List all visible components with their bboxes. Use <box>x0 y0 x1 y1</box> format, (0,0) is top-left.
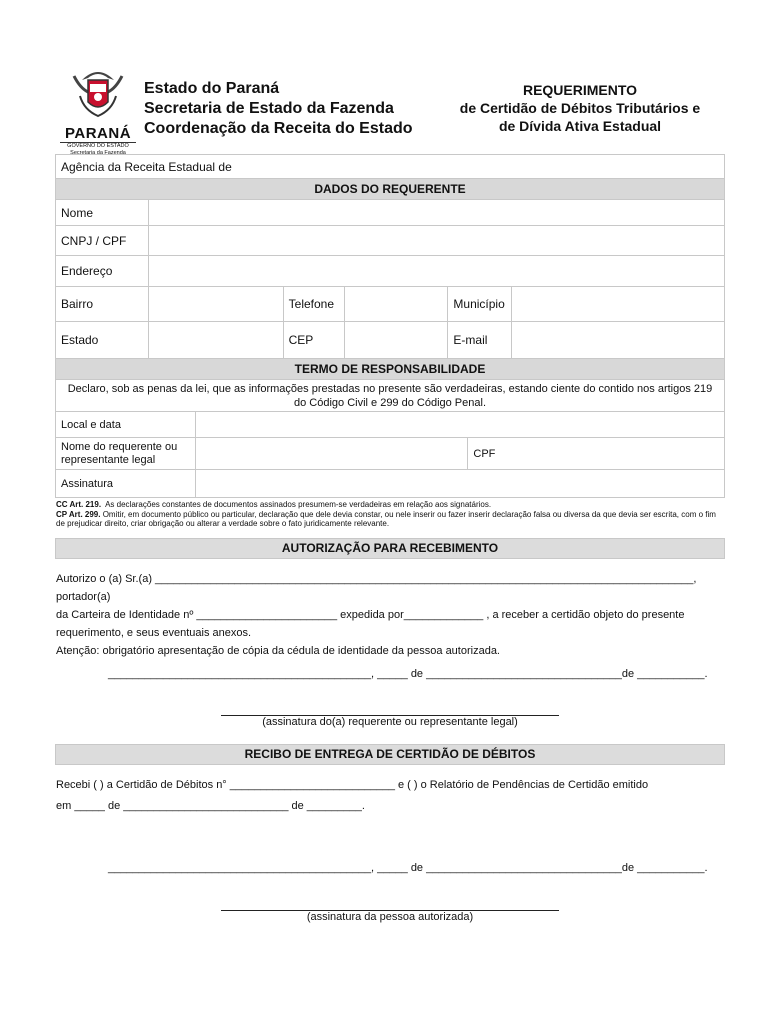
receipt-text <box>56 775 724 817</box>
responsibility-form <box>55 358 725 498</box>
email-label: E-mail <box>448 322 512 359</box>
nome-requerente-label: Nome do requerente ou representante legal <box>56 438 196 470</box>
endereco-label: Endereço <box>56 256 149 287</box>
auth-signature-caption: (assinatura do(a) requerente ou representante legal) <box>262 716 518 728</box>
legal-notes <box>56 500 724 529</box>
document-title <box>430 81 730 135</box>
declaration-text: Declaro, sob as penas da lei, que as informações prestadas no presente são verdadeiras, estando ciente do contido nos artigos 219 do Código Civil e 299 do Código Penal. <box>56 380 725 412</box>
header-line-2: Secretaria de Estado da Fazenda <box>144 100 394 117</box>
cep-label: CEP <box>283 322 344 359</box>
cpf-label: CPF <box>473 447 496 460</box>
section-receipt: RECIBO DE ENTREGA DE CERTIDÃO DE DÉBITOS <box>55 744 725 765</box>
email-field[interactable] <box>512 322 725 359</box>
municipio-label: Município <box>448 287 512 322</box>
section-requester: DADOS DO REQUERENTE <box>56 179 725 200</box>
header-line-3: Coordenação da Receita do Estado <box>144 120 413 137</box>
parana-logo <box>60 66 136 156</box>
title: REQUERIMENTO <box>522 82 638 98</box>
bairro-label: Bairro <box>56 287 149 322</box>
auth-line-3: requerimento, e seus eventuais anexos. <box>56 627 252 639</box>
local-data-label: Local e data <box>56 412 196 438</box>
estado-label: Estado <box>56 322 149 359</box>
receipt-line-2[interactable]: em _____ de ___________________________ de _________. <box>56 800 365 812</box>
receipt-signature[interactable] <box>221 910 559 923</box>
logo-sub2: Secretaria da Fazenda <box>70 150 126 156</box>
auth-date-line[interactable]: ___________________________________________, _____ de ________________________________de ___________. <box>108 668 708 680</box>
nome-label: Nome <box>56 200 149 226</box>
cpf-field[interactable] <box>468 438 725 470</box>
logo-name: PARANÁ <box>64 125 132 142</box>
coat-of-arms-icon <box>60 66 136 122</box>
logo-sub1: GOVERNO DO ESTADO <box>60 142 136 150</box>
municipio-field[interactable] <box>512 287 725 322</box>
local-data-field[interactable] <box>195 412 724 438</box>
auth-line-1[interactable]: Autorizo o (a) Sr.(a) ________________________________________________________________________________________, portador(a) <box>56 573 697 603</box>
header-line-1: Estado do Paraná <box>144 80 280 97</box>
cnpj-label: CNPJ / CPF <box>56 226 149 256</box>
cep-field[interactable] <box>344 322 448 359</box>
bairro-field[interactable] <box>148 287 283 322</box>
section-responsibility: TERMO DE RESPONSABILIDADE <box>56 359 725 380</box>
estado-field[interactable] <box>148 322 283 359</box>
receipt-line-1[interactable]: Recebi ( ) a Certidão de Débitos n° ___________________________ e ( ) o Relatório de Pendências de Certidão emitido <box>56 779 649 791</box>
telefone-field[interactable] <box>344 287 448 322</box>
agency-label[interactable]: Agência da Receita Estadual de <box>56 155 725 179</box>
auth-line-4: Atenção: obrigatório apresentação de cópia da cédula de identidade da pessoa autorizada. <box>56 645 500 657</box>
telefone-label: Telefone <box>283 287 344 322</box>
auth-signature[interactable] <box>221 715 559 728</box>
receipt-signature-caption: (assinatura da pessoa autorizada) <box>306 911 474 923</box>
nome-field[interactable] <box>148 200 724 226</box>
cnpj-field[interactable] <box>148 226 724 256</box>
nome-requerente-field[interactable] <box>195 438 468 470</box>
receipt-date-line[interactable]: ___________________________________________, _____ de ________________________________de ___________. <box>108 862 708 874</box>
assinatura-field[interactable] <box>195 470 724 498</box>
cc-note: CC Art. 219. As declarações constantes de documentos assinados presumem-se verdadeiras em relação aos signatários. <box>56 500 492 509</box>
auth-line-2[interactable]: da Carteira de Identidade nº _______________________ expedida por_____________ , a receber a certidão objeto do presente <box>56 609 685 621</box>
header-org <box>144 79 413 139</box>
endereco-field[interactable] <box>148 256 724 287</box>
cp-note: CP Art. 299. Omitir, em documento público ou particular, declaração que dele devia constar, ou nele inserir ou fazer inserir declaração falsa ou diversa da que devia ser escrita, com o fim de prejudicar direito, criar obrigação ou alterar a verdade sobre o fato juridicamente relevante. <box>56 509 716 528</box>
authorization-text <box>56 570 724 660</box>
subtitle-2: de Dívida Ativa Estadual <box>498 118 662 134</box>
section-authorization: AUTORIZAÇÃO PARA RECEBIMENTO <box>55 538 725 559</box>
subtitle-1: de Certidão de Débitos Tributários e <box>459 100 701 116</box>
assinatura-label: Assinatura <box>56 470 196 498</box>
requester-form <box>55 154 725 359</box>
